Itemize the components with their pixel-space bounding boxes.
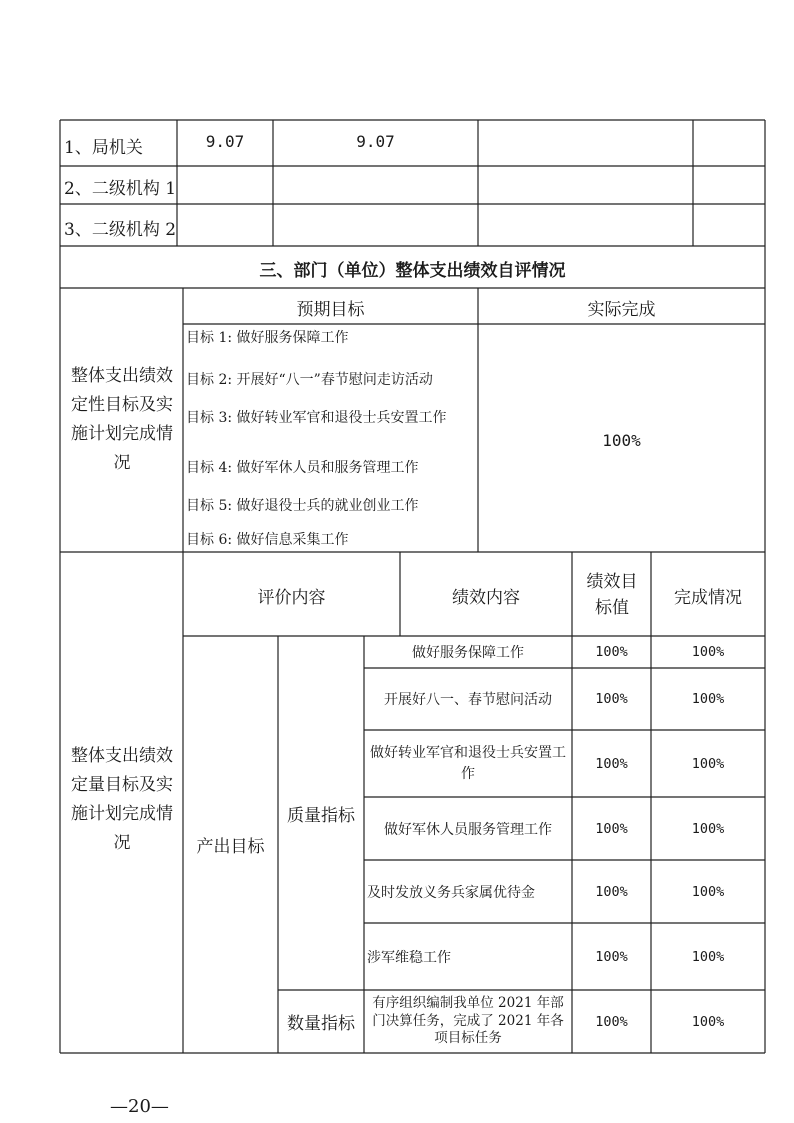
actual-completion-value: 100% <box>602 430 641 450</box>
table-row-content: 开展好八一、春节慰问活动 <box>384 692 552 708</box>
row-label: 2、二级机构 1 <box>64 178 177 199</box>
quantity-indicator-label: 数量指标 <box>287 1014 355 1034</box>
table-row-content: 有序组织编制我单位 2021 年部门决算任务，完成了 2021 年各项目标任务 <box>372 995 564 1047</box>
row-value <box>177 170 273 202</box>
completion-status-header: 完成情况 <box>674 587 742 608</box>
eval-content-header: 评价内容 <box>257 587 326 608</box>
row-value: 9.07 <box>205 131 245 151</box>
perf-content-header: 绩效内容 <box>452 587 520 608</box>
section-title: 三、部门（单位）整体支出绩效自评情况 <box>259 260 566 281</box>
qualitative-label: 整体支出绩效定性目标及实施计划完成情况 <box>71 366 173 473</box>
table-row-target: 100% <box>595 644 628 660</box>
table-row-content: 做好转业军官和退役士兵安置工作 <box>370 745 566 782</box>
row-label: 1、局机关 <box>64 137 143 158</box>
table-row-status: 100% <box>691 1013 725 1030</box>
goal-item: 目标 6: 做好信息采集工作 <box>186 532 349 548</box>
table-row-status: 100% <box>691 755 725 772</box>
row-label: 3、二级机构 2 <box>64 219 177 240</box>
goal-item: 目标 2: 开展好“八一”春节慰问走访活动 <box>186 372 433 388</box>
table-row-content: 做好军休人员服务管理工作 <box>384 821 552 838</box>
row-value <box>273 210 478 244</box>
quantitative-label: 整体支出绩效定量目标及实施计划完成情况 <box>71 746 173 853</box>
table-row-target: 100% <box>595 820 628 837</box>
goal-item: 目标 3: 做好转业军官和退役士兵安置工作 <box>186 410 447 426</box>
table-row-target: 100% <box>595 755 628 772</box>
goal-item: 目标 1: 做好服务保障工作 <box>186 330 349 346</box>
table-row-target: 100% <box>595 883 628 900</box>
table-row-status: 100% <box>691 948 725 965</box>
table-row-content: 涉军维稳工作 <box>367 949 451 966</box>
page-number: —20— <box>110 1096 169 1117</box>
table-row-target: 100% <box>595 691 628 707</box>
expected-goals-header: 预期目标 <box>296 299 365 320</box>
row-value <box>273 170 478 202</box>
table-row-status: 100% <box>691 883 725 900</box>
table-row-content: 做好服务保障工作 <box>412 645 524 661</box>
table-row-target: 100% <box>595 1013 628 1030</box>
goal-item: 目标 5: 做好退役士兵的就业创业工作 <box>186 498 419 514</box>
quality-indicator-label: 质量指标 <box>287 805 355 826</box>
table-row-target: 100% <box>595 948 628 965</box>
table-row-status: 100% <box>691 820 725 837</box>
actual-completion-header: 实际完成 <box>587 299 656 320</box>
row-value: 9.07 <box>356 131 395 151</box>
table-row-status: 100% <box>691 644 725 660</box>
row-value <box>177 210 273 244</box>
target-value-header: 绩效目标值 <box>586 571 638 618</box>
category-output-goal: 产出目标 <box>196 837 265 857</box>
table-row-content: 及时发放义务兵家属优待金 <box>367 884 535 901</box>
goal-item: 目标 4: 做好军休人员和服务管理工作 <box>186 460 419 476</box>
table-row-status: 100% <box>691 691 725 707</box>
